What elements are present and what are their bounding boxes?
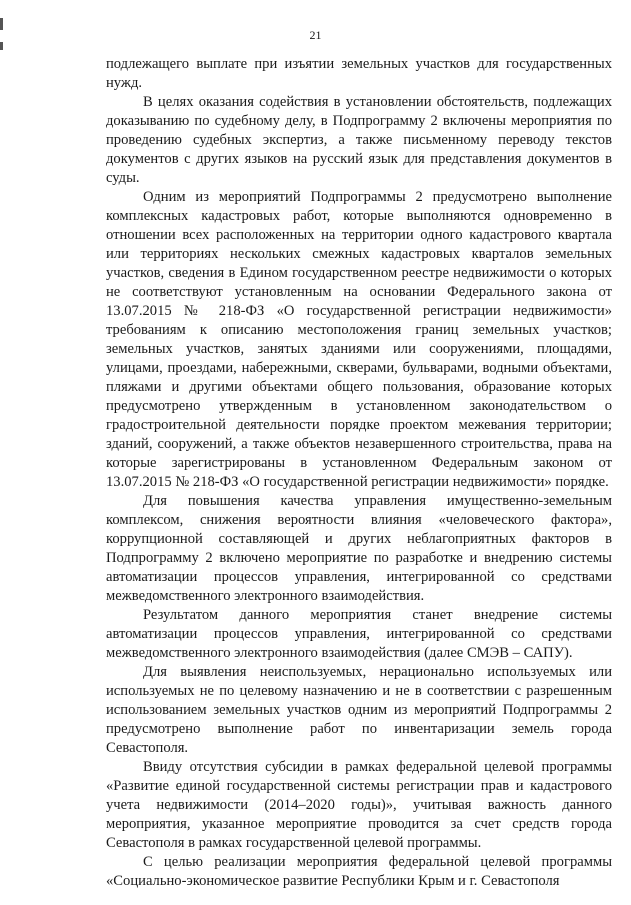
- paragraph: Одним из мероприятий Подпрограммы 2 предусмотрено выполнение комплексных кадастровых работ, которые выполняются одновременно в отношении всех расположенных на территории одного кадастрового квартала или территориях нескольких смежных кадастровых кварталов земельных участков, сведения в Едином государственном реестре недвижимости о которых не соответствуют установленным на основании Федерального закона от 13.07.2015 № 218-ФЗ «О государственной регистрации недвижимости» требованиям к описанию местоположения границ земельных участков; земельных участков, занятых зданиями или сооружениями, площадями, улицами, проездами, набережными, скверами, бульварами, водными объектами, пляжами и другими объектами общего пользования, образование которых предусмотрено утвержденным в установленном законодательством о градостроительной деятельности порядке проектом межевания территории; зданий, сооружений, а также объектов незавершенного строительства, права на которые зарегистрированы в установленном Федеральным законом от 13.07.2015 № 218-ФЗ «О государственной регистрации недвижимости» порядке.: [106, 189, 612, 490]
- paragraph: С целью реализации мероприятия федеральной целевой программы «Социально-экономическое развитие Республики Крым и г. Севастополя: [106, 854, 612, 889]
- document-body: [106, 55, 612, 891]
- paragraph: Для повышения качества управления имущественно-земельным комплексом, снижения вероятности влияния «человеческого фактора», коррупционной составляющей и других неблагоприятных факторов в Подпрограмму 2 включено мероприятие по разработке и внедрению системы автоматизации процессов управления, интегрированной со средствами межведомственного электронного взаимодействия.: [106, 493, 612, 604]
- scan-margin-mark: [0, 42, 3, 50]
- paragraph: Результатом данного мероприятия станет внедрение системы автоматизации процессов управления, интегрированной со средствами межведомственного электронного взаимодействия (далее СМЭВ – САПУ).: [106, 607, 612, 661]
- paragraph: Для выявления неиспользуемых, нерационально используемых или используемых не по целевому назначению и не в соответствии с разрешенным использованием земельных участков одним из мероприятий Подпрограммы 2 предусмотрено выполнение работ по инвентаризации земель города Севастополя.: [106, 664, 612, 756]
- paragraph: подлежащего выплате при изъятии земельных участков для государственных нужд.: [106, 56, 612, 91]
- page-number: 21: [309, 28, 322, 42]
- paragraph: Ввиду отсутствия субсидии в рамках федеральной целевой программы «Развитие единой государственной системы регистрации прав и кадастрового учета недвижимости (2014–2020 годы)», учитывая важность данного мероприятия, указанное мероприятие проводится за счет средств города Севастополя в рамках государственной целевой программы.: [106, 759, 612, 851]
- paragraph: В целях оказания содействия в установлении обстоятельств, подлежащих доказыванию по судебному делу, в Подпрограмму 2 включены мероприятия по проведению судебных экспертиз, а также письменному переводу текстов документов с других языков на русский язык для представления документов в суды.: [106, 94, 612, 186]
